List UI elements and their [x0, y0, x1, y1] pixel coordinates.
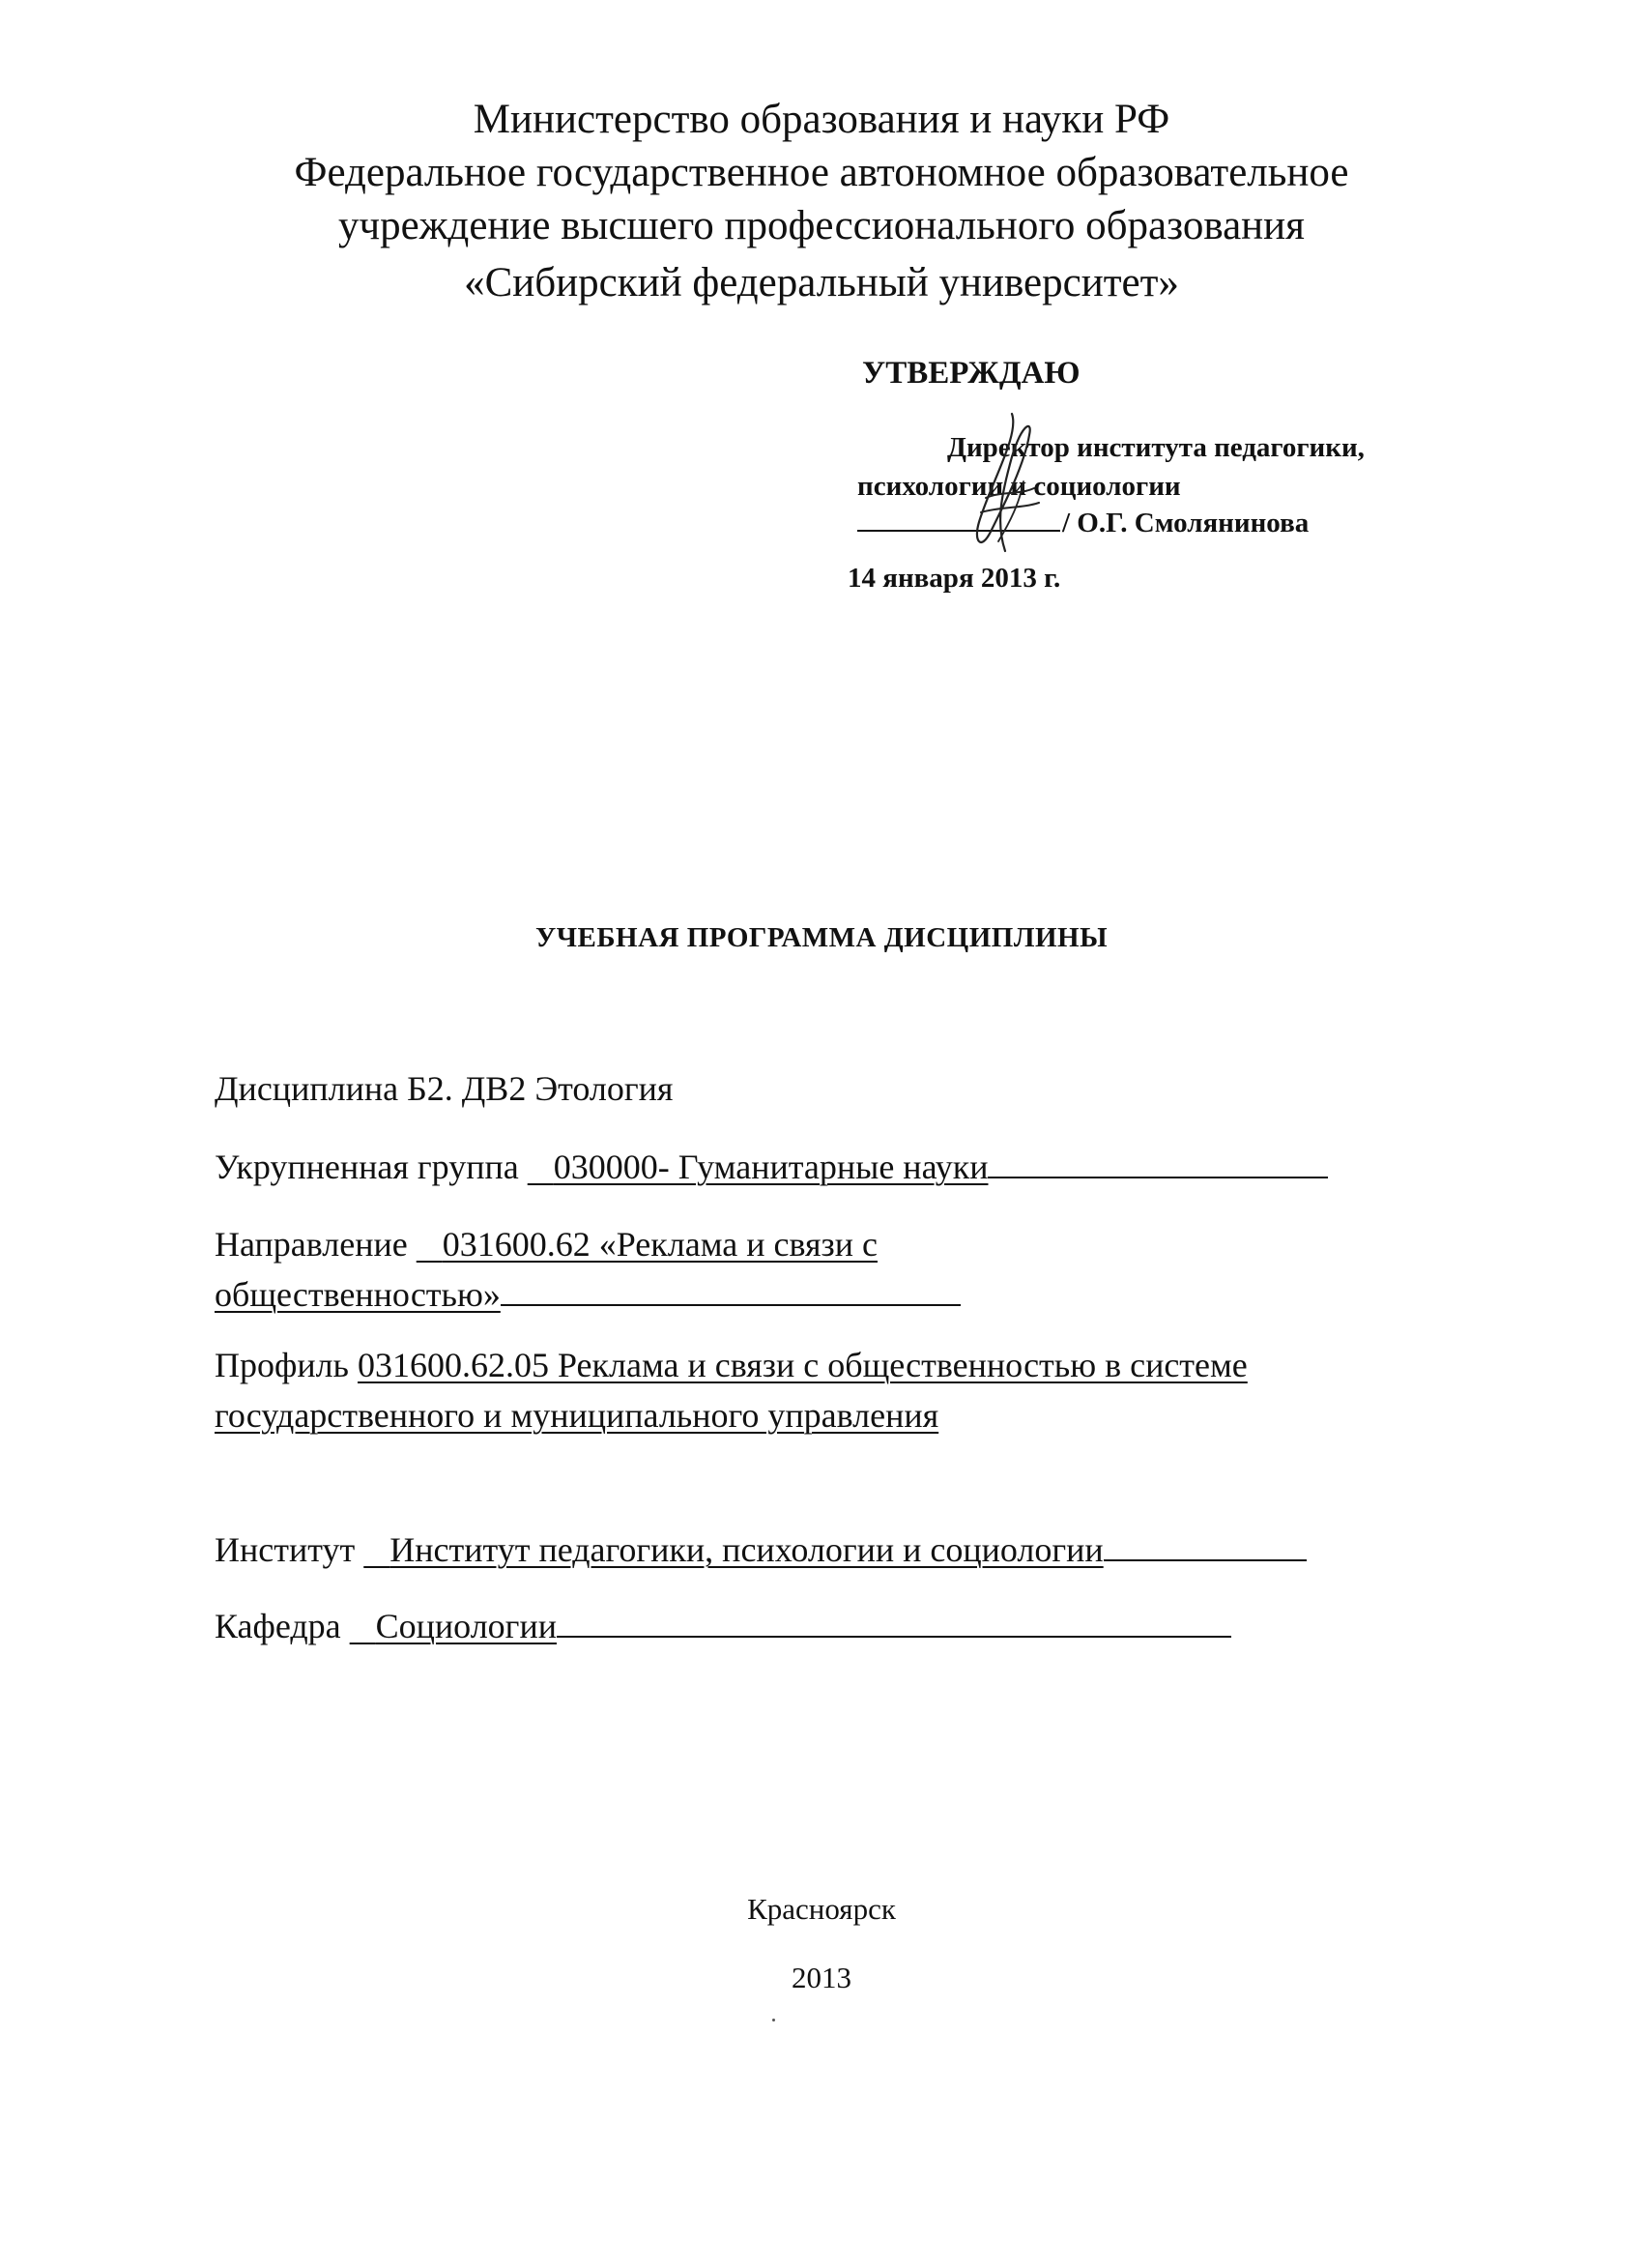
institute-label: Институт	[215, 1530, 356, 1569]
footer-city: Красноярск	[747, 1892, 896, 1926]
direction-field	[215, 1224, 878, 1265]
group-field	[215, 1147, 1328, 1187]
document-title: УЧЕБНАЯ ПРОГРАММА ДИСЦИПЛИНЫ	[534, 922, 1109, 953]
handwritten-signature	[952, 406, 1068, 561]
approval-title: УТВЕРЖДАЮ	[862, 356, 1081, 391]
header-institution-type: Федеральное государственное автономное образовательное	[294, 150, 1349, 195]
header-university-name: «Сибирский федеральный университет»	[464, 260, 1179, 305]
department-field	[215, 1606, 1231, 1646]
discipline-field: Дисциплина Б2. ДВ2 Этология	[215, 1069, 674, 1108]
footer-year: 2013	[792, 1961, 851, 1994]
approval-position-line2: психологии и социологии	[857, 471, 1181, 502]
group-label: Укрупненная группа	[215, 1148, 519, 1186]
approval-position-line1: Директор института педагогики,	[947, 432, 1365, 463]
scan-speck	[772, 2019, 775, 2021]
direction-value-line2: общественностью»	[215, 1275, 501, 1314]
direction-field-line2	[215, 1274, 961, 1315]
approval-signature-line	[857, 505, 1309, 539]
department-blank	[557, 1607, 1231, 1638]
profile-field	[215, 1345, 1248, 1385]
department-label: Кафедра	[215, 1607, 341, 1645]
header-ministry: Министерство образования и науки РФ	[473, 97, 1170, 142]
profile-field-line2	[215, 1395, 938, 1436]
profile-label: Профиль	[215, 1346, 349, 1384]
institute-blank	[1104, 1530, 1307, 1561]
profile-value-line1: 031600.62.05 Реклама и связи с общественностью в системе	[357, 1346, 1248, 1384]
direction-blank	[501, 1275, 961, 1306]
group-blank	[988, 1148, 1328, 1178]
direction-value-line1: 031600.62 «Реклама и связи с	[442, 1225, 878, 1264]
direction-label: Направление	[215, 1225, 408, 1264]
department-value: Социологии	[375, 1607, 557, 1645]
header-education-level: учреждение высшего профессионального образования	[338, 203, 1305, 248]
institute-field	[215, 1529, 1307, 1570]
approval-date: 14 января 2013 г.	[848, 563, 1061, 594]
group-value: 030000- Гуманитарные науки	[553, 1148, 989, 1186]
institute-value: Институт педагогики, психологии и социологии	[389, 1530, 1104, 1569]
approval-signer: / О.Г. Смолянинова	[1062, 508, 1310, 538]
profile-value-line2: государственного и муниципального управления	[215, 1396, 939, 1435]
